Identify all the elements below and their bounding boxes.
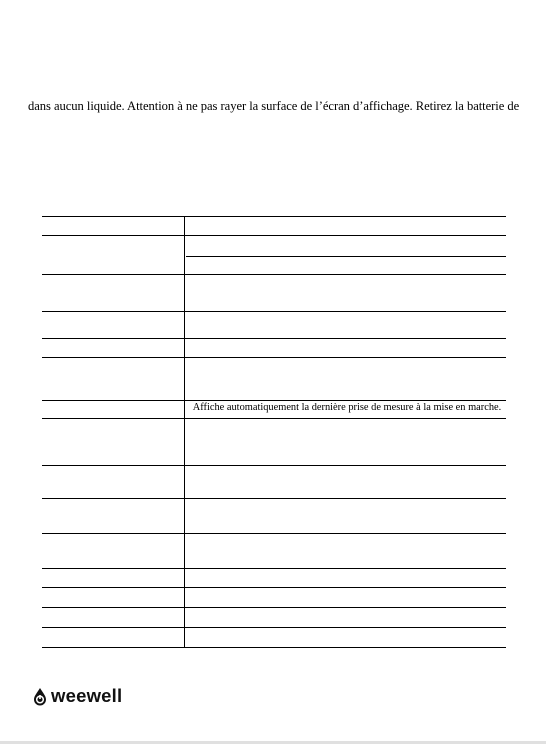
table-rule [42,627,506,628]
table-rule [42,465,506,466]
table-column-divider [184,216,185,648]
table-rule [42,568,506,569]
table-rule [42,338,506,339]
table-rule [42,235,506,236]
table-rule [42,647,506,648]
table-rule [42,533,506,534]
table-rule [42,357,506,358]
table-rule [42,216,506,217]
table-rule [42,311,506,312]
table-cell-auto-recall: Affiche automatiquement la dernière prise de mesure à la mise en marche. [192,402,502,413]
table-rule [42,498,506,499]
specifications-table [42,216,506,648]
table-rule [42,607,506,608]
table-rule [42,587,506,588]
brand-name: weewell [51,685,123,706]
table-rule [186,256,506,257]
table-rule [42,274,506,275]
brand-logo [31,684,122,708]
table-rule [42,418,506,419]
power-drop-icon [31,686,49,706]
body-paragraph: dans aucun liquide. Attention à ne pas rayer la surface de l’écran d’affichage. Retirez la batterie de [28,99,520,113]
table-rule [42,400,506,401]
